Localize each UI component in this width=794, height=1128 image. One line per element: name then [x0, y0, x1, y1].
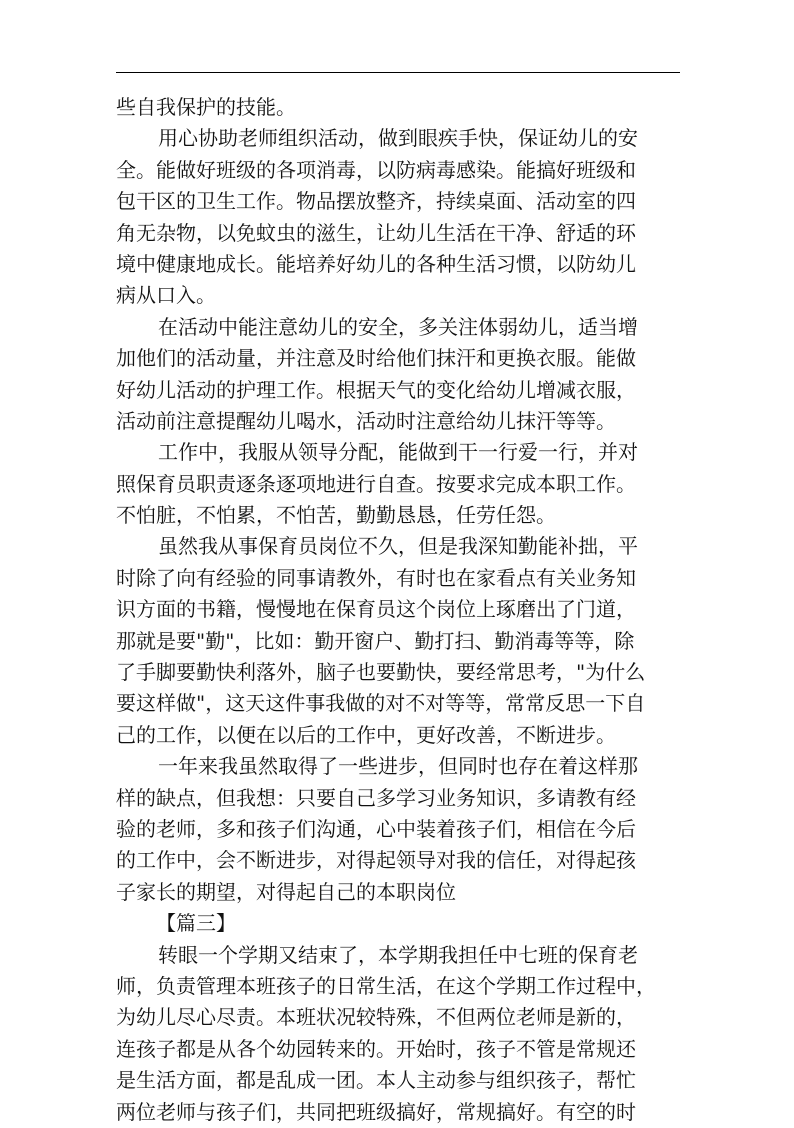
paragraph-start-line: 用心协助老师组织活动，做到眼疾手快，保证幼儿的安 — [158, 126, 638, 151]
text-line: 己的工作，以便在以后的工作中，更好改善，不断进步。 — [116, 722, 616, 747]
text-line: 加他们的活动量，并注意及时给他们抹汗和更换衣服。能做 — [116, 346, 636, 371]
paragraph-start-line: 一年来我虽然取得了一些进步，但同时也存在着这样那 — [158, 754, 638, 779]
text-line: 样的缺点，但我想：只要自己多学习业务知识，多请教有经 — [116, 785, 636, 810]
text-line: 是生活方面，都是乱成一团。本人主动参与组织孩子，帮忙 — [116, 1068, 636, 1093]
text-line: 境中健康地成长。能培养好幼儿的各种生活习惯，以防幼儿 — [116, 251, 636, 276]
text-line: 那就是要"勤"，比如：勤开窗户、勤打扫、勤消毒等等，除 — [116, 628, 635, 653]
text-line: 为幼儿尽心尽责。本班状况较特殊，不但两位老师是新的， — [116, 1005, 636, 1030]
text-line: 了手脚要勤快利落外，脑子也要勤快，要经常思考，"为什么 — [116, 660, 646, 685]
text-line: 包干区的卫生工作。物品摆放整齐，持续桌面、活动室的四 — [116, 189, 636, 214]
text-line: 验的老师，多和孩子们沟通，心中装着孩子们，相信在今后 — [116, 816, 636, 841]
text-line: 照保育员职责逐条逐项地进行自查。按要求完成本职工作。 — [116, 471, 636, 496]
text-line: 时除了向有经验的同事请教外，有时也在家看点有关业务知 — [116, 565, 636, 590]
paragraph-start-line: 工作中，我服从领导分配，能做到干一行爱一行，并对 — [158, 440, 638, 465]
text-line: 连孩子都是从各个幼园转来的。开始时，孩子不管是常规还 — [116, 1036, 636, 1061]
text-line: 些自我保护的技能。 — [116, 95, 296, 119]
paragraph-start-line: 虽然我从事保育员岗位不久，但是我深知勤能补拙，平 — [158, 534, 638, 559]
text-line: 好幼儿活动的护理工作。根据天气的变化给幼儿增减衣服， — [116, 377, 636, 402]
text-line: 两位老师与孩子们，共同把班级搞好，常规搞好。有空的时 — [116, 1099, 636, 1124]
paragraph-start-line: 在活动中能注意幼儿的安全，多关注体弱幼儿，适当增 — [158, 314, 638, 339]
text-line: 病从口入。 — [116, 283, 216, 308]
text-line: 角无杂物，以免蚊虫的滋生，让幼儿生活在干净、舒适的环 — [116, 220, 636, 245]
section-heading: 【篇三】 — [156, 911, 236, 936]
text-line: 活动前注意提醒幼儿喝水，活动时注意给幼儿抹汗等等。 — [116, 408, 616, 433]
text-line: 不怕脏，不怕累，不怕苦，勤勤恳恳，任劳任怨。 — [116, 503, 556, 528]
text-line: 的工作中，会不断进步，对得起领导对我的信任，对得起孩 — [116, 848, 636, 873]
text-line: 要这样做"，这天这件事我做的对不对等等，常常反思一下自 — [116, 691, 646, 716]
text-line: 识方面的书籍，慢慢地在保育员这个岗位上琢磨出了门道， — [116, 597, 636, 622]
document-body — [116, 92, 680, 1128]
text-line: 子家长的期望，对得起自己的本职岗位 — [116, 879, 456, 904]
text-line: 全。能做好班级的各项消毒，以防病毒感染。能搞好班级和 — [116, 157, 636, 182]
text-line: 师，负责管理本班孩子的日常生活，在这个学期工作过程中， — [116, 973, 656, 998]
header-rule — [116, 72, 680, 73]
paragraph-start-line: 转眼一个学期又结束了，本学期我担任中七班的保育老 — [158, 942, 638, 967]
